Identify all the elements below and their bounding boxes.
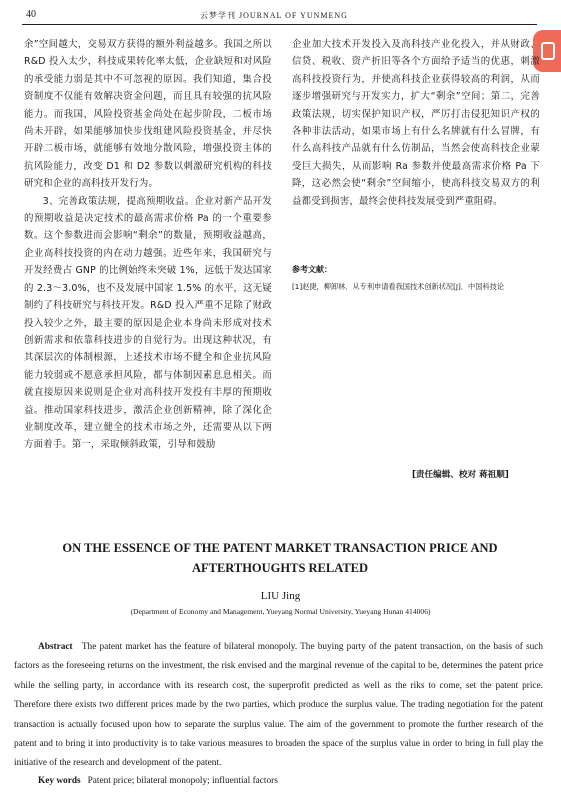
right-paragraph: 企业加大技术开发投入及高科技产业化投入，并从财政、信贷、税收、资产折旧等各个方面给予适当的优惠，刺激高科技投资行为，并使高科技企业获得较高的利润，从而逐步增强研究与开发实力，扩大“剩余”空间；第二，完善政策法规，切实保护知识产权，严厉打击侵犯知识产权的各种非法活动，如果市场上有什么名牌就有什么冒牌，有什么高科技产品就有什么仿制品，当然会使高科技企业蒙受巨大损失，从而影响 Ra 参数并使最高需求价格 Pa 下降，这必然会使“剩余”空间缩小，使高科技交易双方的利益都受到损害，最终会使科技发展受到严重阻碍。: [292, 39, 540, 207]
page-number: 40: [26, 9, 36, 20]
references-title: 参考文献：: [292, 265, 332, 274]
page-header: [0, 0, 561, 26]
journal-name: 云梦学刊 JOURNAL OF YUNMENG: [200, 11, 348, 20]
left-column: [24, 36, 272, 454]
left-paragraph-2: 3、完善政策法规，提高预期收益。企业对新产品开发的预期收益是决定技术的最高需求价格 Pa 的一个重要参数。这个参数进而会影响“剩余”的数量，预期收益越高，企业高科技投资的内在动力越强。近些年来，我国研究与开发经费占 GNP 的比例始终未突破 1%，远低于发达国家的 2.3～3.0%，也不及发展中国家 1.5% 的水平，这无疑制约了科技研究与科技开发。R&D 投入严重不足除了财政投入较少之外，最主要的原因是企业本身尚未形成对技术创新需求和依靠科技进步的自觉行为。出现这种状况，有其深层次的体制根源，上述技术市场不健全和企业抗风险能力较弱或不愿意承担风险，都与体制因素息息相关。而就直接原因来说则是企业对高科技开发投有丰厚的预期收益。推动国家科技进步，激活企业创新精神，除了深化企业制度改革，建立健全的技术市场之外，还需要从以下两方面着手。第一，采取倾斜政策，引导和鼓励: [24, 195, 272, 451]
abstract-text: The patent market has the feature of bilateral monopoly. The buying party of the patent transaction, on the basis of such factors as the foreseeing returns on the investment, the risk envised and the marginal revenue of the capital to be, determines the patent price while the selling party, in accordance with its research cost, the superprofit predicted as well as the riks to come, set the patent price. Therefore there exists two different prices made by the two parties, which produce the surplus value. The trading negotiation for the patent transaction is actually focused upon how to separate the surplus value. The aim of the government to promote the further research of the patent and to bring it into productivity is to take various measures to broaden the space of the surplus value in order to bring in full play the initiative of the research and development of the patent.: [14, 642, 543, 769]
keywords-text: Patent price; bilateral monopoly; influential factors: [87, 776, 278, 786]
english-title: [30, 538, 530, 578]
keywords-label: Key words: [38, 776, 81, 786]
english-title-line-1: ON THE ESSENCE OF THE PATENT MARKET TRANSACTION PRICE AND: [62, 541, 498, 555]
header-rule: [22, 24, 537, 25]
right-column: [292, 36, 540, 210]
abstract: [14, 638, 543, 774]
english-title-line-2: AFTERTHOUGHTS RELATED: [191, 561, 369, 575]
reference-item: [1]赵捷，柳卸林．从专利申请看我国技术创新状况[J]．中国科技论: [292, 282, 504, 291]
author-affiliation: (Department of Economy and Management, Yueyang Normal University, Yueyang Hunan 414006): [130, 607, 431, 616]
keywords: [38, 776, 278, 786]
left-paragraph-1: 余”空间越大，交易双方获得的额外利益越多。我国之所以 R&D 投入太少，科技成果转化率太低，企业缺短和对风险的承受能力弱是其中不可忽视的原因。我们知道，集合投资制度不仅能有效解决资金问题，而且具有较强的抗风险能力。而我国，风险投资基金尚处在起步阶段，二板市场尚未开辟，如果能够加快步伐组建风险投资基金，并尽快开辟二板市场，就能够有效地分散风险，增强投资主体的抗风险能力，改变 D1 和 D2 参数以刺激研究机构的科技研究和企业的高科技开发行为。: [24, 39, 272, 190]
author-name: LIU Jing: [260, 590, 301, 602]
abstract-label: Abstract: [38, 642, 73, 652]
editor-note: [责任编辑、校对 蒋祖顺]: [412, 470, 509, 480]
